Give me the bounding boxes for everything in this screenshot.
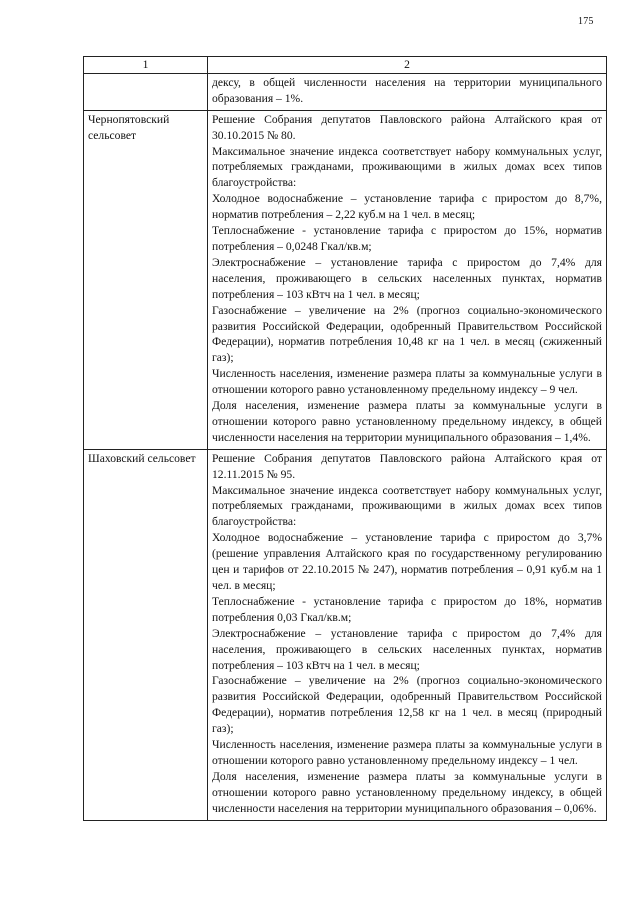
column-header-2: 2	[208, 57, 607, 74]
content-paragraph: Электроснабжение – установление тарифа с приростом до 7,4% для населения, проживающего в сельских населенных пунктах, норматив потребления – 103 кВтч на 1 чел. в месяц;	[212, 626, 602, 672]
tariff-table	[83, 56, 607, 821]
content-paragraph: Газоснабжение – увеличение на 2% (прогноз социально-экономического развития Российской Федерации, одобренный Правительством Российской Федерации), норматив потребления 10,48 кг на 1 чел. в месяц (сжиженный газ);	[212, 303, 602, 365]
table-row	[84, 449, 607, 820]
content-paragraph: Решение Собрания депутатов Павловского района Алтайского края от 30.10.2015 № 80.	[212, 112, 602, 142]
table-body	[84, 73, 607, 820]
content-paragraph: Численность населения, изменение размера платы за коммунальные услуги в отношении которого равно установленному предельному индексу – 9 чел.	[212, 367, 602, 397]
content-paragraph: Газоснабжение – увеличение на 2% (прогноз социально-экономического развития Российской Федерации, одобренный Правительством Российской Федерации), норматив потребления 12,58 кг на 1 чел. в месяц (природный газ);	[212, 674, 602, 736]
content-paragraph: Доля населения, изменение размера платы за коммунальные услуги в отношении которого равно установленному предельному индексу, в общей численности населения на территории муниципального образования – 0,06%.	[212, 769, 602, 815]
content-paragraph: Максимальное значение индекса соответствует набору коммунальных услуг, потребляемых гражданами, проживающими в жилых домах всех типов благоустройства:	[212, 483, 602, 529]
content-paragraph: Электроснабжение – установление тарифа с приростом до 7,4% для населения, проживающего в сельских населенных пунктах, норматив потребления – 103 кВтч на 1 чел. в месяц;	[212, 255, 602, 301]
content-paragraph: Теплоснабжение - установление тарифа с приростом до 18%, норматив потребления 0,03 Гкал/кв.м;	[212, 594, 602, 624]
content-paragraph: Теплоснабжение - установление тарифа с приростом до 15%, норматив потребления – 0,0248 Гкал/кв.м;	[212, 224, 602, 253]
table-row	[84, 110, 607, 449]
content-paragraph: дексу, в общей численности населения на территории муниципального образования – 1%.	[212, 75, 602, 105]
table-header-row	[84, 57, 607, 74]
content-paragraph: Холодное водоснабжение – установление тарифа с приростом до 8,7%, норматив потребления – 2,22 куб.м на 1 чел. в месяц;	[212, 192, 602, 222]
content-paragraph: Доля населения, изменение размера платы за коммунальные услуги в отношении которого равно установленному предельному индексу, в общей численности населения на территории муниципального образования – 1,4%.	[212, 399, 602, 444]
row-content	[208, 110, 607, 449]
content-paragraph: Численность населения, изменение размера платы за коммунальные услуги в отношении которого равно установленному предельному индексу – 1 чел.	[212, 738, 602, 767]
row-content	[208, 449, 607, 820]
column-header-1: 1	[84, 57, 208, 74]
table-row	[84, 73, 607, 110]
municipality-name: Чернопятовский сельсовет	[84, 110, 208, 449]
content-paragraph: Холодное водоснабжение – установление тарифа с приростом до 3,7% (решение управления Алтайского края по государственному регулированию цен и тарифов от 22.10.2015 № 247), норматив потребления – 0,91 куб.м на 1 чел. в месяц;	[212, 531, 602, 592]
municipality-name	[84, 73, 208, 110]
content-paragraph: Решение Собрания депутатов Павловского района Алтайского края от 12.11.2015 № 95.	[212, 451, 602, 481]
row-content	[208, 73, 607, 110]
page-number: 175	[578, 16, 594, 27]
content-paragraph: Максимальное значение индекса соответствует набору коммунальных услуг, потребляемых гражданами, проживающими в жилых домах всех типов благоустройства:	[212, 144, 602, 190]
municipality-name: Шаховский сельсовет	[84, 449, 208, 820]
